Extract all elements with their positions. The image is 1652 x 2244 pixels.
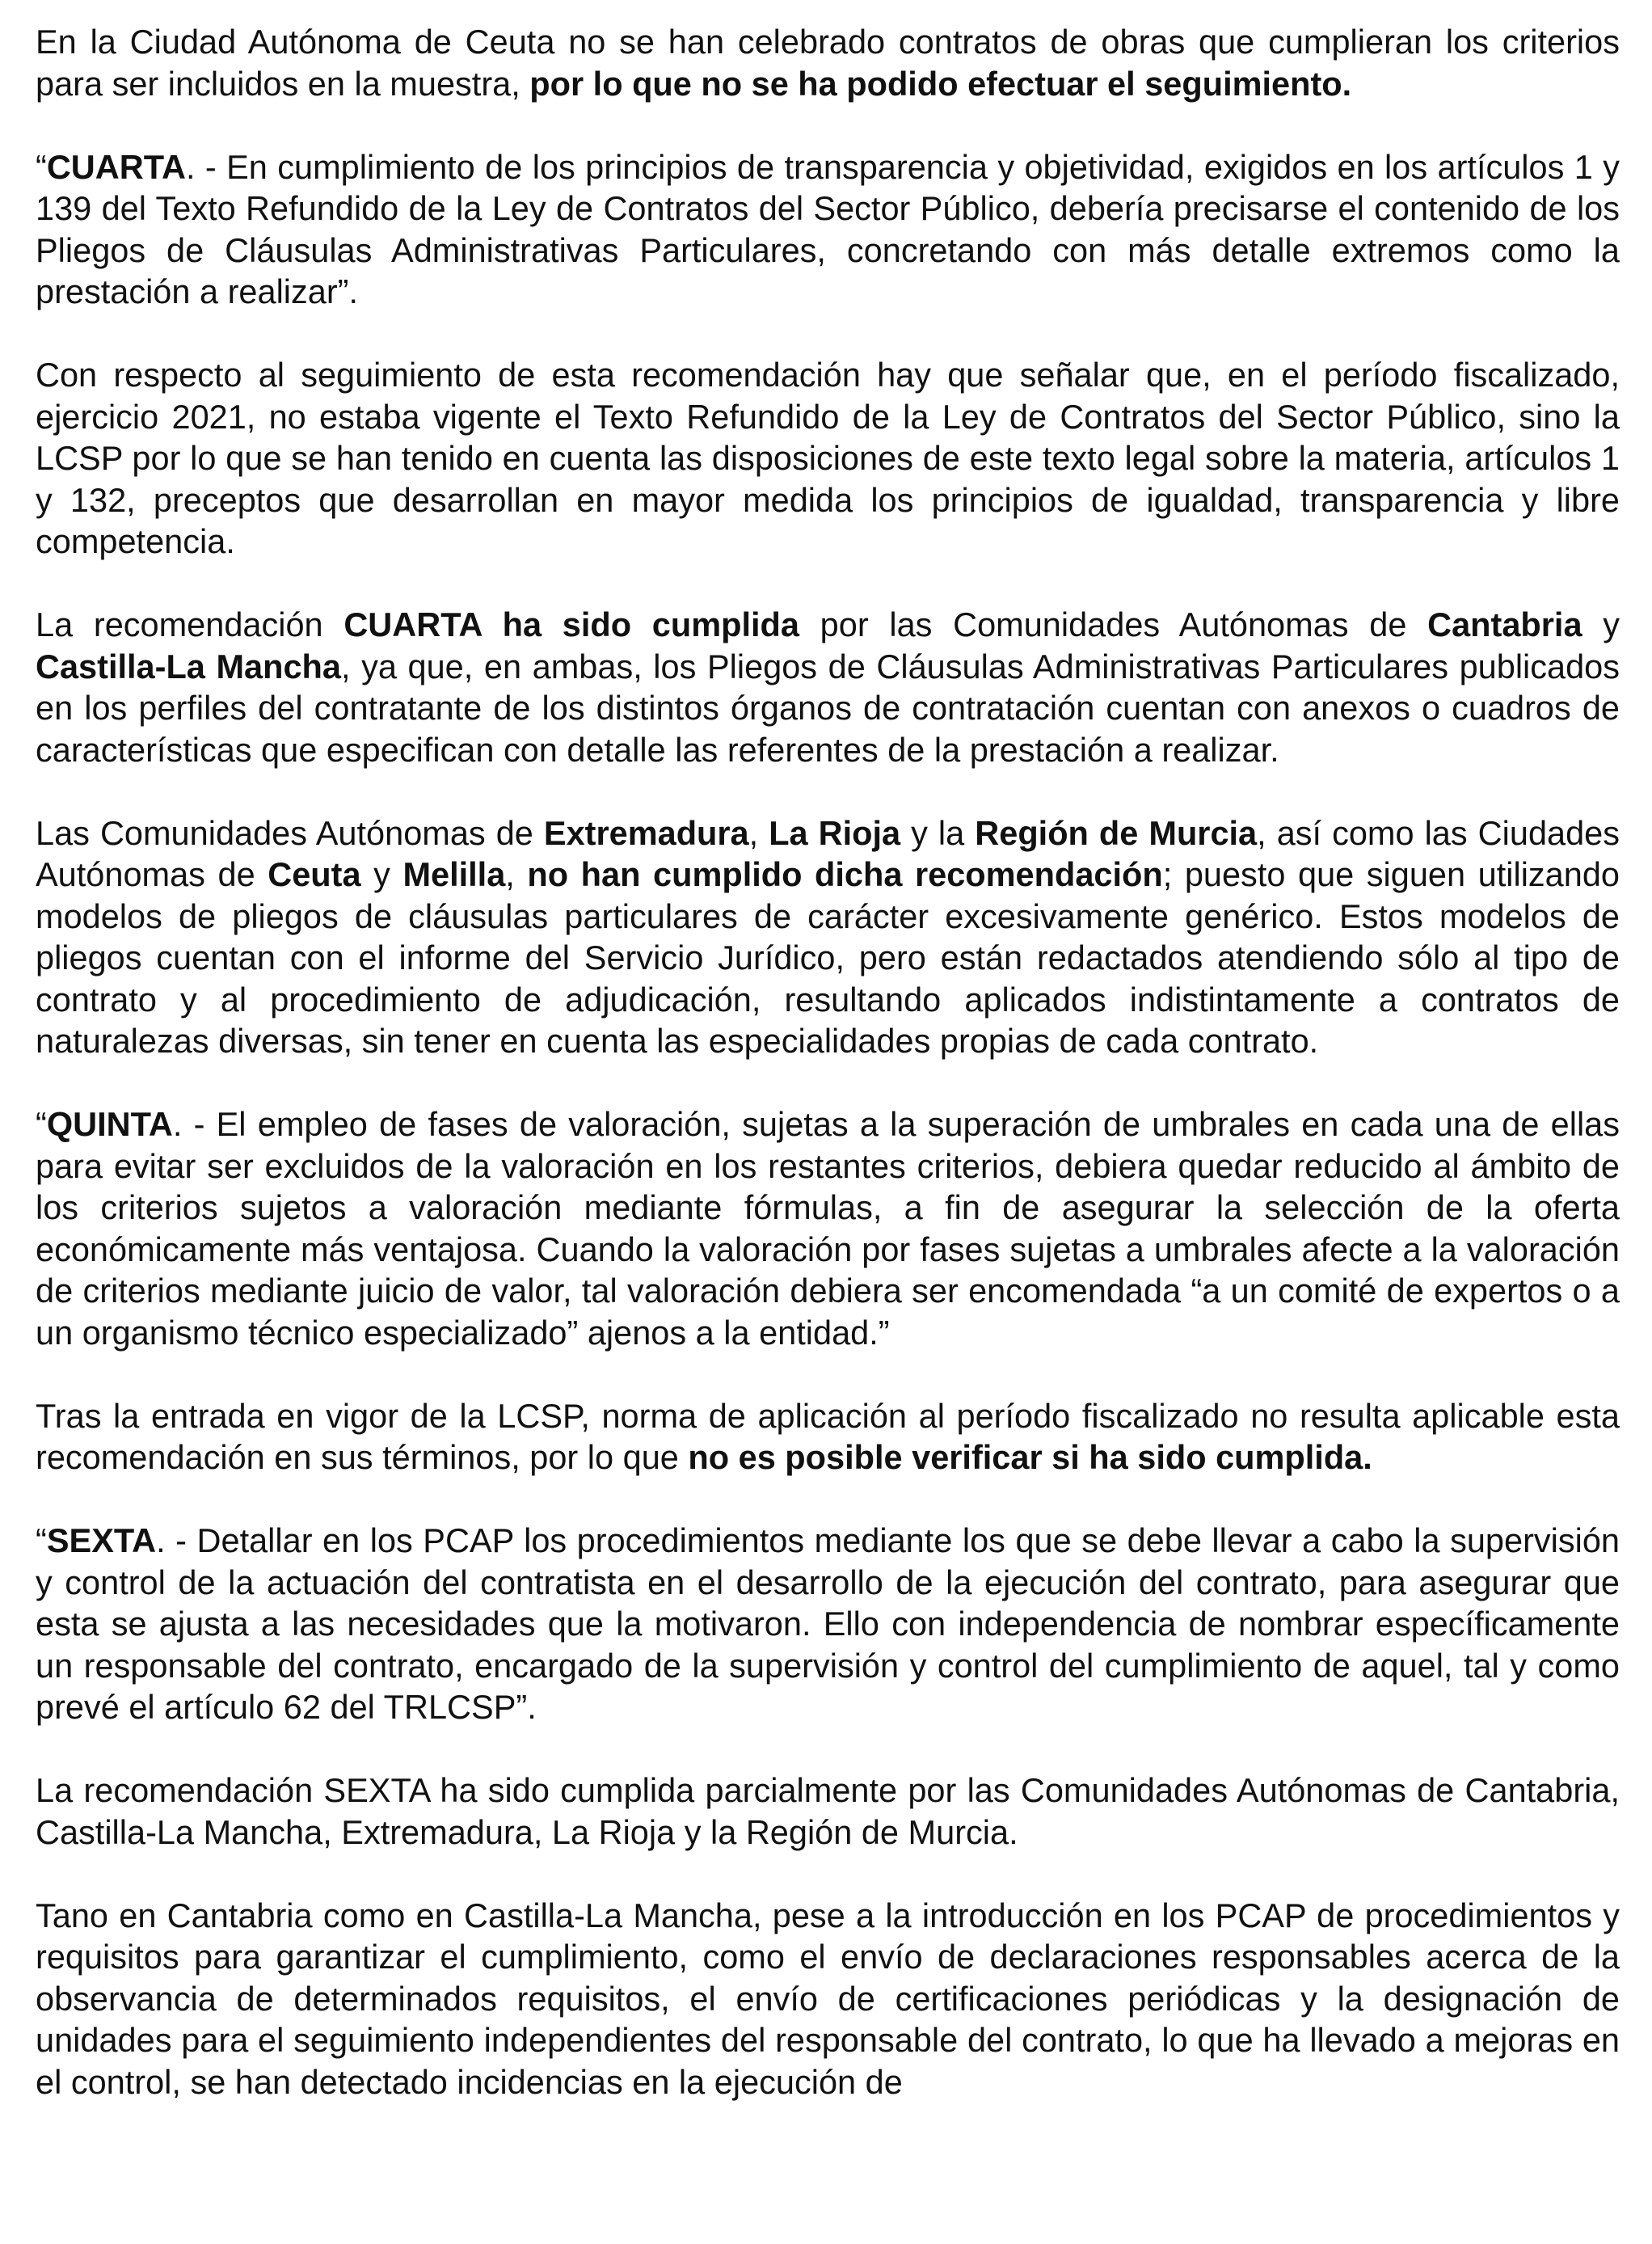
- paragraph: [36, 1520, 1620, 1728]
- paragraph: [36, 21, 1620, 104]
- paragraph: [36, 354, 1620, 563]
- text-run: , ya que, en ambas, los Pliegos de Cláusulas Administrativas Particulares publicados en los perfiles del contratante de los distintos órganos de contratación cuentan con anexos o cuadros de características que especifican con detalle las referentes de la prestación a realizar.: [36, 647, 1620, 769]
- paragraph: [36, 1769, 1620, 1853]
- paragraph: [36, 1895, 1620, 2103]
- text-run: Tras la entrada en vigor de la LCSP, norma de aplicación al período fiscalizado no resulta aplicable esta recomendación en sus términos, por lo que: [36, 1396, 1620, 1476]
- bold-text: Región de Murcia: [975, 813, 1258, 852]
- text-run: Con respecto al seguimiento de esta recomendación hay que señalar que, en el período fiscalizado, ejercicio 2021, no estaba vigente el Texto Refundido de la Ley de Contratos del Sector Público, sino la LCSP por lo que se han tenido en cuenta las disposiciones de este texto legal sobre la materia, artículos 1 y 132, preceptos que desarrollan en mayor medida los principios de igualdad, transparencia y libre competencia.: [36, 356, 1620, 560]
- text-run: . - En cumplimiento de los principios de transparencia y objetividad, exigidos en los artículos 1 y 139 del Texto Refundido de la Ley de Contratos del Sector Público, debería precisarse el contenido de los Pliegos de Cláusulas Administrativas Particulares, concretando con más detalle extremos como la prestación a realizar”.: [36, 147, 1620, 310]
- text-run: “: [36, 1105, 47, 1143]
- paragraph: [36, 604, 1620, 770]
- text-run: “: [36, 1521, 47, 1559]
- text-run: por las Comunidades Autónomas de: [799, 605, 1428, 643]
- text-run: ; puesto que siguen utilizando modelos de pliegos de cláusulas particulares de carácter excesivamente genérico. Estos modelos de pliegos cuentan con el informe del Servicio Jurídico, pero están redactados atendiendo sólo al tipo de contrato y al procedimiento de adjudicación, resultando aplicados indistintamente a contratos de naturalezas diversas, sin tener en cuenta las especialidades propias de cada contrato.: [36, 855, 1620, 1060]
- bold-text: Extremadura: [543, 813, 749, 852]
- paragraph: [36, 146, 1620, 313]
- text-run: y: [1582, 605, 1620, 643]
- bold-text: Ceuta: [268, 855, 361, 893]
- paragraph: [36, 812, 1620, 1062]
- bold-text: por lo que no se ha podido efectuar el seguimiento.: [529, 64, 1352, 103]
- text-run: . - Detallar en los PCAP los procedimientos mediante los que se debe llevar a cabo la supervisión y control de la actuación del contratista en el desarrollo de la ejecución del contrato, para asegurar que esta se ajusta a las necesidades que la motivaron. Ello con independencia de nombrar específicamente un responsable del contrato, encargado de la supervisión y control del cumplimiento de aquel, tal y como prevé el artículo 62 del TRLCSP”.: [36, 1521, 1620, 1726]
- bold-text: CUARTA ha sido cumplida: [343, 605, 799, 643]
- document-page: [36, 21, 1620, 2145]
- text-run: En la Ciudad Autónoma de Ceuta no se han celebrado contratos de obras que cumplieran los criterios para ser incluidos en la muestra,: [36, 23, 1620, 103]
- text-run: ,: [748, 813, 769, 852]
- bold-text: no es posible verificar si ha sido cumplida.: [688, 1438, 1372, 1476]
- paragraph: [36, 1103, 1620, 1353]
- paragraph: [36, 1395, 1620, 1478]
- text-run: . - El empleo de fases de valoración, sujetas a la superación de umbrales en cada una de ellas para evitar ser excluidos de la valoración en los restantes criterios, debiera quedar reducido al ámbito de los criterios sujetos a valoración mediante fórmulas, a fin de asegurar la selección de la oferta económicamente más ventajosa. Cuando la valoración por fases sujetas a umbrales afecte a la valoración de criterios mediante juicio de valor, tal valoración debiera ser encomendada “a un comité de expertos o a un organismo técnico especializado” ajenos a la entidad.”: [36, 1105, 1620, 1352]
- text-run: y: [360, 855, 403, 893]
- bold-text: SEXTA: [46, 1521, 157, 1559]
- bold-text: La Rioja: [769, 813, 901, 852]
- text-run: Tano en Cantabria como en Castilla-La Mancha, pese a la introducción en los PCAP de procedimientos y requisitos para garantizar el cumplimiento, como el envío de declaraciones responsables acerca de la observancia de determinados requisitos, el envío de certificaciones periódicas y la designación de unidades para el seguimiento independientes del responsable del contrato, lo que ha llevado a mejoras en el control, se han detectado incidencias en la ejecución de: [36, 1896, 1620, 2101]
- bold-text: Cantabria: [1427, 605, 1582, 643]
- bold-text: no han cumplido dicha recomendación: [527, 855, 1163, 893]
- text-run: La recomendación: [36, 605, 344, 643]
- bold-text: Castilla-La Mancha: [36, 647, 341, 685]
- text-run: La recomendación SEXTA ha sido cumplida parcialmente por las Comunidades Autónomas de Cantabria, Castilla-La Mancha, Extremadura, La Rioja y la Región de Murcia.: [36, 1771, 1620, 1851]
- text-run: y la: [900, 813, 976, 852]
- text-run: ,: [505, 855, 528, 893]
- bold-text: QUINTA: [46, 1105, 173, 1143]
- text-run: “: [36, 147, 47, 186]
- bold-text: CUARTA: [46, 147, 186, 186]
- bold-text: Melilla: [402, 855, 506, 893]
- text-run: Las Comunidades Autónomas de: [36, 813, 544, 852]
- text-run: , así como las Ciudades Autónomas de: [36, 813, 1620, 893]
